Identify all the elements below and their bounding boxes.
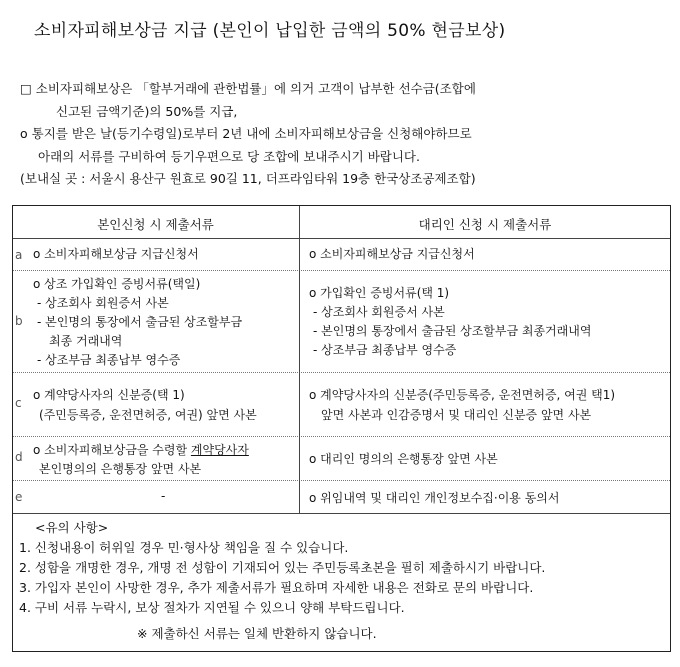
row-divider: [13, 480, 670, 481]
row3-agent-line: o 계약당사자의 신분증(주민등록증, 운전면허증, 여권 택1): [309, 388, 616, 402]
row5-agent: o 위임내역 및 대리인 개인정보수집·이용 동의서: [309, 491, 560, 505]
notes-footer: ※ 제출하신 서류는 일체 반환하지 않습니다.: [137, 626, 377, 641]
row-divider: [13, 372, 670, 373]
row-divider: [13, 436, 670, 437]
row3-self-line: o 계약당사자의 신분증(택 1): [33, 388, 185, 402]
row1-self: o 소비자피해보상금 지급신청서: [33, 247, 199, 261]
header-self: 본인신청 시 제출서류: [97, 217, 214, 232]
note-item: 4. 구비 서류 누락시, 보상 절차가 지연될 수 있으니 양해 부탁드립니다.: [19, 600, 405, 615]
documents-table: [12, 205, 671, 652]
row4-self-underlined: 계약당사자: [190, 443, 249, 457]
notes-section: [19, 518, 545, 644]
intro-line-3: o 통지를 받은 날(등기수령일)로부터 2년 내에 소비자피해보상금을 신청해야하므로: [20, 126, 472, 141]
row-stub: e: [15, 490, 23, 504]
row4-agent: o 대리인 명의의 은행통장 앞면 사본: [309, 452, 498, 466]
row2-self-line: - 상조부금 최종납부 영수증: [37, 353, 181, 367]
row-divider: [13, 270, 670, 271]
row2-self-line: - 상조회사 회원증서 사본: [37, 296, 169, 310]
intro-line-5: (보내실 곳 : 서울시 용산구 원효로 90길 11, 더프라임타워 19층 한국상조공제조합): [20, 171, 476, 186]
page-title: 소비자피해보상금 지급 (본인이 납입한 금액의 50% 현금보상): [34, 21, 506, 41]
notes-heading: <유의 사항>: [35, 520, 109, 535]
column-divider: [299, 206, 300, 513]
row2-agent-line: - 상조회사 회원증서 사본: [313, 305, 445, 319]
row4-self-line: 본인명의의 은행통장 앞면 사본: [39, 462, 202, 476]
note-item: 3. 가입자 본인이 사망한 경우, 추가 제출서류가 필요하며 자세한 내용은 전화로 문의 바랍니다.: [19, 580, 534, 595]
row5-self: -: [161, 489, 166, 503]
row2-agent-line: - 본인명의 통장에서 출금된 상조할부금 최종거래내역: [313, 324, 592, 338]
note-item: 1. 신청내용이 허위일 경우 민·형사상 책임을 질 수 있습니다.: [19, 540, 349, 555]
header-agent: 대리인 신청 시 제출서류: [418, 217, 552, 232]
row2-self-line: o 상조 가입확인 증빙서류(택일): [33, 277, 201, 291]
intro-line-4: 아래의 서류를 구비하여 등기우편으로 당 조합에 보내주시기 바랍니다.: [38, 148, 420, 164]
row-stub: c: [15, 396, 22, 410]
row2-self-line: 최종 거래내역: [49, 334, 123, 348]
row3-self-line: (주민등록증, 운전면허증, 여권) 앞면 사본: [39, 408, 257, 422]
row-stub: a: [15, 248, 23, 262]
row4-self-line: [33, 441, 249, 460]
row2-self-line: - 본인명의 통장에서 출금된 상조할부금: [37, 315, 243, 329]
table-notes-divider: [13, 513, 670, 514]
row3-agent-line: 앞면 사본과 인감증명서 및 대리인 신분증 앞면 사본: [321, 408, 592, 422]
row-stub: d: [15, 450, 23, 464]
intro-line-1: □ 소비자피해보상은 「할부거래에 관한법률」에 의거 고객이 납부한 선수금(조합에: [20, 81, 476, 96]
intro-section: [20, 78, 476, 191]
row4-self-prefix: o 소비자피해보상금을 수령할: [33, 443, 191, 457]
row2-agent-line: o 가입확인 증빙서류(택 1): [309, 286, 450, 300]
note-item: 2. 성함을 개명한 경우, 개명 전 성함이 기재되어 있는 주민등록초본을 필히 제출하시기 바랍니다.: [19, 560, 546, 575]
row-stub: b: [15, 314, 23, 328]
row2-agent-line: - 상조부금 최종납부 영수증: [313, 343, 457, 357]
header-divider: [13, 238, 670, 239]
row1-agent: o 소비자피해보상금 지급신청서: [309, 247, 475, 261]
intro-line-2: 신고된 금액기준)의 50%를 지급,: [56, 103, 238, 119]
